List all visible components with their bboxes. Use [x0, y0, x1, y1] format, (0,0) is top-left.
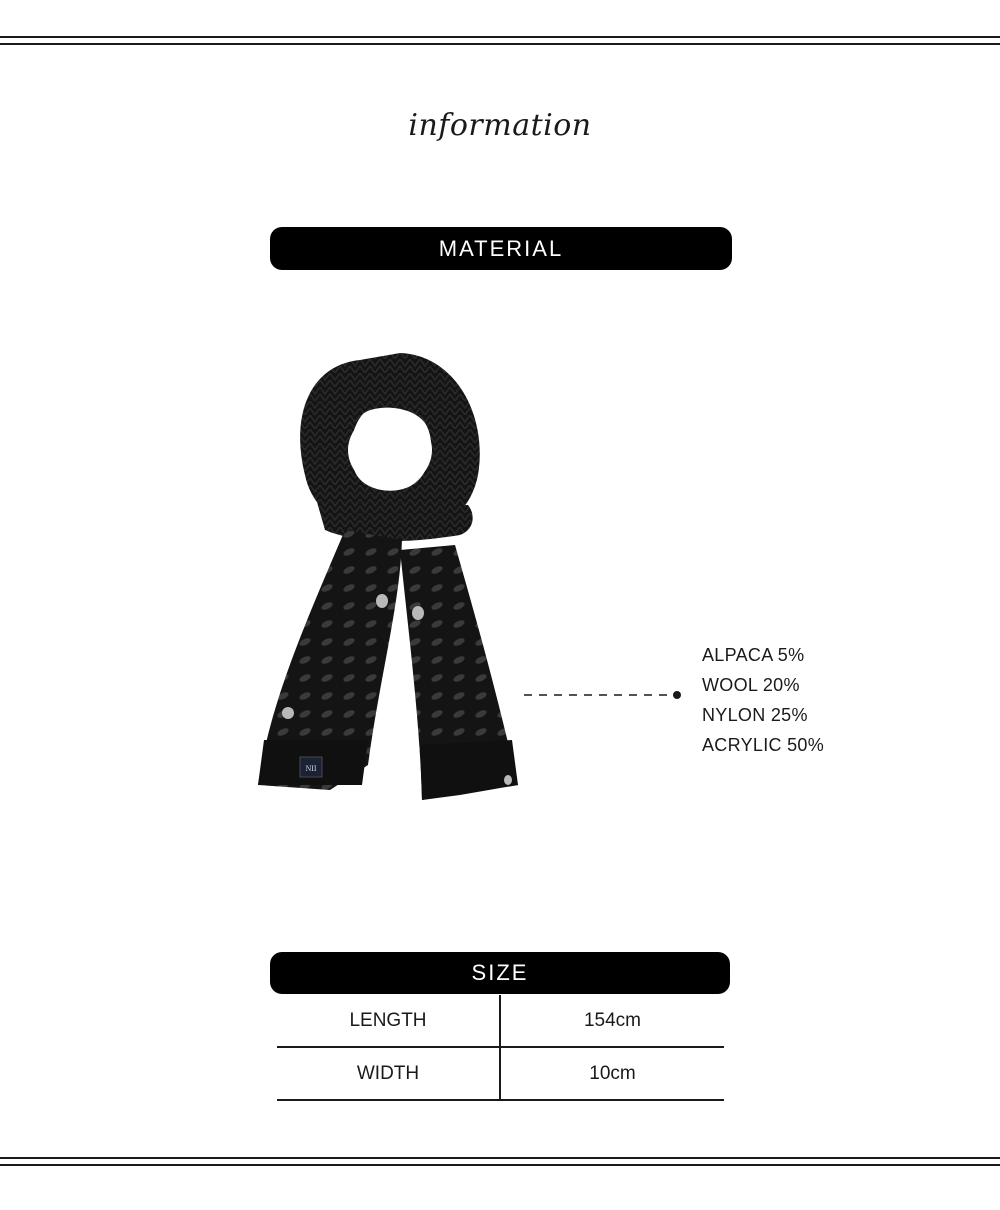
material-item: NYLON 25% — [702, 705, 808, 725]
label-patch-text: NII — [305, 764, 317, 773]
size-label: LENGTH — [277, 995, 500, 1047]
size-heading: SIZE — [270, 952, 730, 994]
top-double-rule — [0, 36, 1000, 45]
material-heading: MATERIAL — [270, 227, 732, 270]
material-item: ALPACA 5% — [702, 645, 805, 665]
size-label: WIDTH — [277, 1047, 500, 1100]
table-row — [277, 1047, 724, 1100]
page-title: information — [408, 108, 592, 143]
size-value: 10cm — [500, 1047, 724, 1100]
table-row — [277, 995, 724, 1047]
size-table — [277, 995, 724, 1101]
material-composition-list — [702, 640, 902, 760]
bottom-double-rule — [0, 1157, 1000, 1166]
material-item: WOOL 20% — [702, 675, 800, 695]
knit-scarf-illustration — [250, 345, 540, 815]
material-leader-line — [524, 690, 684, 700]
size-value: 154cm — [500, 995, 724, 1047]
material-item: ACRYLIC 50% — [702, 735, 825, 755]
